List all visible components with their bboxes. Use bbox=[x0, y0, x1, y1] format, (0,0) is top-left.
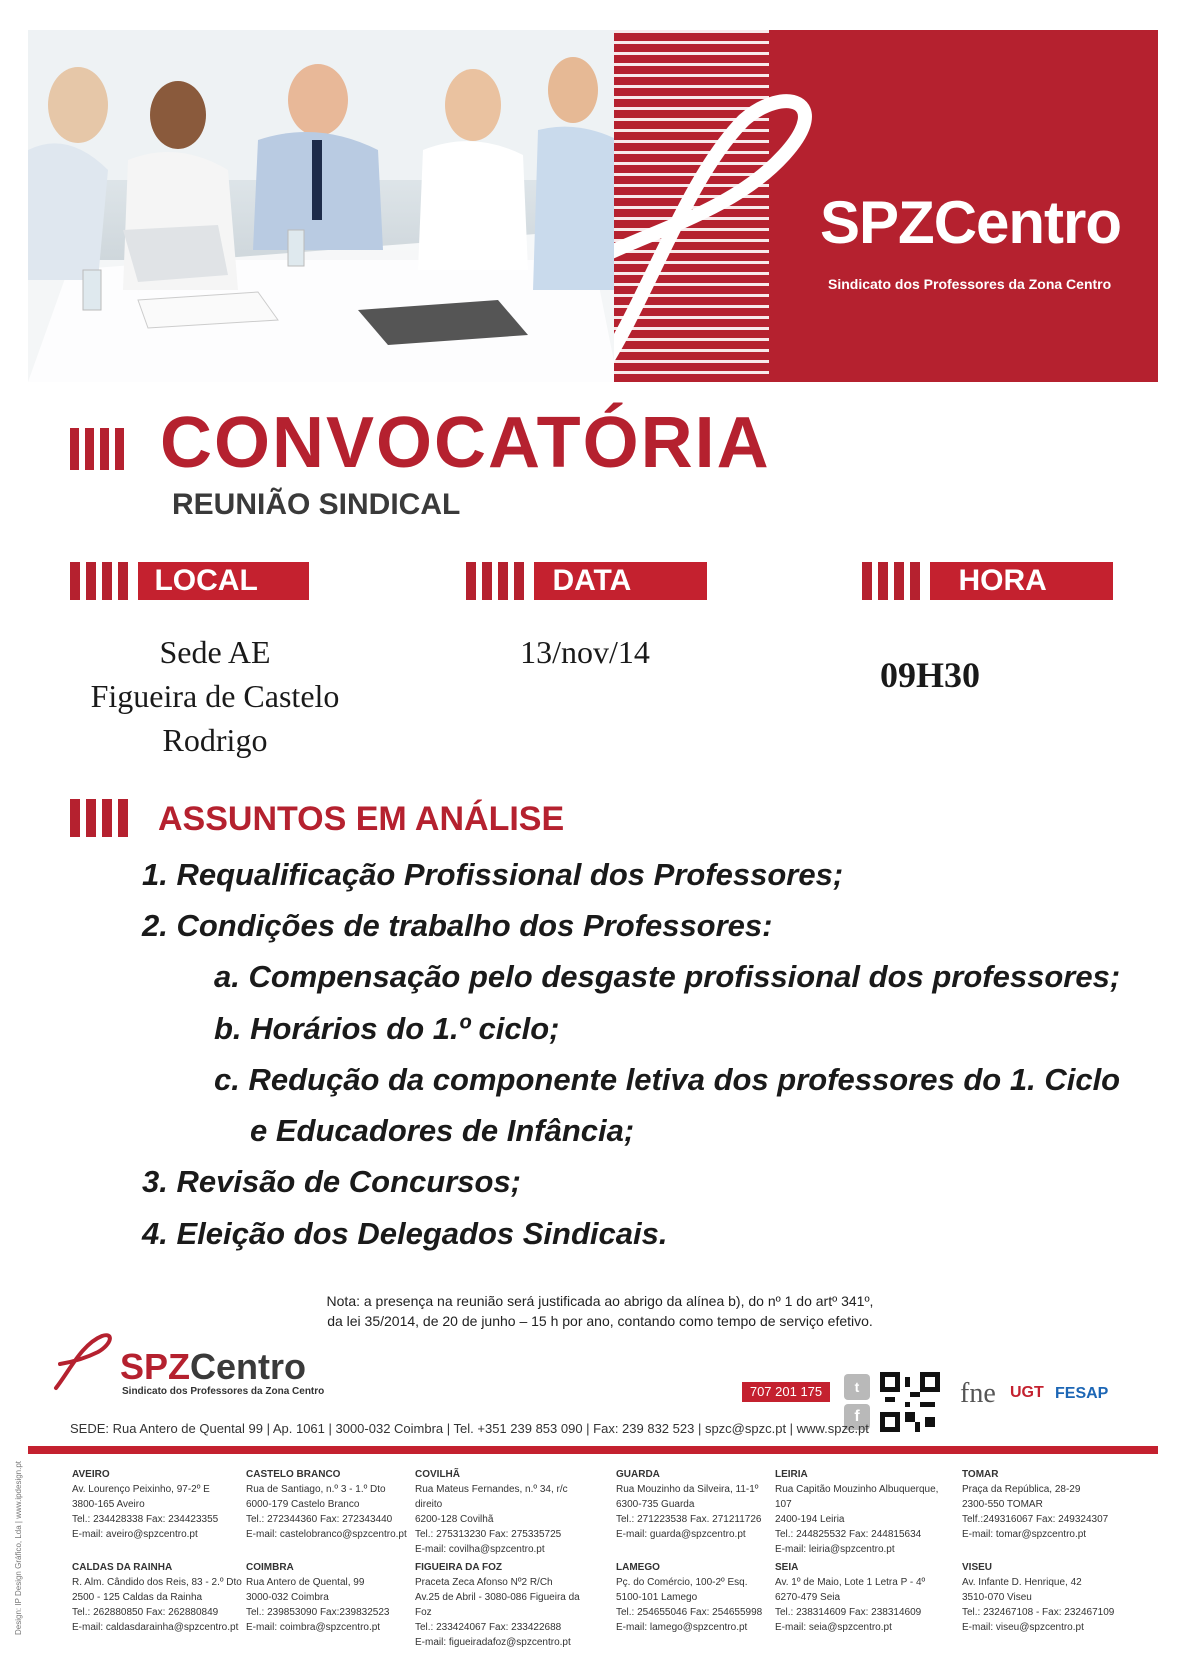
office-line: 2500 - 125 Caldas da Rainha bbox=[72, 1592, 203, 1603]
office-line: Rua Mateus Fernandes, n.º 34, r/c direito bbox=[415, 1484, 568, 1510]
office-name: CALDAS DA RAINHA bbox=[72, 1562, 173, 1573]
office-block bbox=[72, 1467, 247, 1542]
data-label-group bbox=[466, 562, 707, 605]
office-block bbox=[616, 1560, 791, 1635]
hora-label-group bbox=[862, 562, 1113, 605]
note-line: da lei 35/2014, de 20 de junho – 15 h por ano, contando como tempo de serviço efetivo. bbox=[327, 1313, 873, 1329]
office-line: 6270-479 Seia bbox=[775, 1592, 841, 1603]
office-block bbox=[962, 1560, 1137, 1635]
office-name: LAMEGO bbox=[616, 1562, 660, 1573]
footer-brand-sub: Sindicato dos Professores da Zona Centro bbox=[122, 1386, 325, 1397]
agenda-subitem: b. Horários do 1.º ciclo; bbox=[214, 1011, 560, 1046]
office-line: 3510-070 Viseu bbox=[962, 1592, 1032, 1603]
brand-title: SPZCentro bbox=[820, 189, 1122, 256]
office-line: Tel.: 271223538 Fax. 271211726 bbox=[616, 1514, 762, 1525]
office-line: Rua Mouzinho da Silveira, 11-1º bbox=[616, 1484, 759, 1495]
office-line: Tel.: 244825532 Fax: 244815634 bbox=[775, 1529, 922, 1540]
facebook-icon[interactable]: f bbox=[844, 1404, 870, 1430]
office-line[interactable]: E-mail: leiria@spzcentro.pt bbox=[775, 1544, 895, 1555]
footer-brand-a: SPZ bbox=[120, 1346, 191, 1387]
office-line: Pç. do Comércio, 100-2º Esq. bbox=[616, 1577, 748, 1588]
office-line: 6300-735 Guarda bbox=[616, 1499, 695, 1510]
local-line: Figueira de Castelo bbox=[90, 678, 340, 714]
office-block bbox=[72, 1560, 247, 1635]
office-line[interactable]: E-mail: covilha@spzcentro.pt bbox=[415, 1544, 545, 1555]
assuntos-bars bbox=[70, 799, 134, 842]
qr-code-icon bbox=[880, 1372, 940, 1432]
office-name: SEIA bbox=[775, 1562, 799, 1573]
office-line: Av. Lourenço Peixinho, 97-2º E bbox=[72, 1484, 210, 1495]
office-block bbox=[246, 1467, 421, 1542]
office-name: AVEIRO bbox=[72, 1469, 110, 1480]
agenda-item: 1. Requalificação Profissional dos Professores; bbox=[142, 857, 844, 892]
meeting-photo-illustration bbox=[28, 30, 618, 382]
office-block bbox=[415, 1467, 590, 1557]
design-credit: Design: IP Design Gráfico, Lda | www.ipdesign.pt bbox=[14, 1460, 23, 1635]
office-line[interactable]: E-mail: caldasdarainha@spzcentro.pt bbox=[72, 1622, 239, 1633]
office-line: Av. Infante D. Henrique, 42 bbox=[962, 1577, 1082, 1588]
title-bars bbox=[70, 428, 130, 475]
footer-brand bbox=[120, 1346, 306, 1388]
office-line: 6200-128 Covilhã bbox=[415, 1514, 494, 1525]
office-line: R. Alm. Cândido dos Reis, 83 - 2.º Dto bbox=[72, 1577, 242, 1588]
office-line[interactable]: E-mail: viseu@spzcentro.pt bbox=[962, 1622, 1084, 1633]
office-line: 3800-165 Aveiro bbox=[72, 1499, 145, 1510]
office-line: Tel.: 272344360 Fax: 272343440 bbox=[246, 1514, 393, 1525]
sede-address: SEDE: Rua Antero de Quental 99 | Ap. 1061 | 3000-032 Coimbra | Tel. +351 239 853 090 | Fax: 239 832 523 | spzc@spzc.pt | www.spzc.pt bbox=[70, 1421, 869, 1436]
note bbox=[200, 1293, 1000, 1329]
note-line: Nota: a presença na reunião será justificada ao abrigo da alínea b), do nº 1 do artº 341º, bbox=[326, 1293, 874, 1309]
local-label: LOCAL bbox=[138, 562, 309, 600]
office-line: Tel.: 232467108 - Fax: 232467109 bbox=[962, 1607, 1115, 1618]
data-label: DATA bbox=[534, 562, 707, 600]
page-title: CONVOCATÓRIA bbox=[160, 403, 771, 483]
office-line[interactable]: E-mail: figueiradafoz@spzcentro.pt bbox=[415, 1637, 571, 1648]
office-line: Tel.: 254655046 Fax: 254655998 bbox=[616, 1607, 763, 1618]
agenda-subitem: c. Redução da componente letiva dos professores do 1. Ciclo bbox=[214, 1062, 1121, 1097]
office-block bbox=[415, 1560, 590, 1650]
office-name: TOMAR bbox=[962, 1469, 999, 1480]
office-block bbox=[616, 1467, 791, 1542]
office-name: LEIRIA bbox=[775, 1469, 808, 1480]
agenda-subitem: a. Compensação pelo desgaste profissional dos professores; bbox=[214, 959, 1121, 994]
local-value bbox=[60, 630, 370, 762]
office-block bbox=[962, 1467, 1137, 1542]
office-line: Praceta Zeca Afonso Nº2 R/Ch bbox=[415, 1577, 553, 1588]
agenda-item: 3. Revisão de Concursos; bbox=[142, 1164, 522, 1199]
footer-divider bbox=[28, 1446, 1158, 1454]
office-line: 3000-032 Coimbra bbox=[246, 1592, 329, 1603]
office-name: CASTELO BRANCO bbox=[246, 1469, 341, 1480]
header-brand-panel bbox=[614, 30, 1158, 382]
office-line: Tel.: 238314609 Fax: 238314609 bbox=[775, 1607, 922, 1618]
date-value: 13/nov/14 bbox=[520, 634, 650, 670]
fesap-logo: FESAP bbox=[1055, 1385, 1109, 1402]
hora-label: HORA bbox=[930, 562, 1113, 600]
office-line: Av. 1º de Maio, Lote 1 Letra P - 4º bbox=[775, 1577, 926, 1588]
office-line: 6000-179 Castelo Branco bbox=[246, 1499, 360, 1510]
ugt-logo: UGT bbox=[1010, 1384, 1044, 1401]
office-name: VISEU bbox=[962, 1562, 993, 1573]
office-line: Rua de Santiago, n.º 3 - 1.º Dto bbox=[246, 1484, 386, 1495]
office-block bbox=[246, 1560, 421, 1635]
office-block bbox=[775, 1467, 950, 1557]
phone-badge: 707 201 175 bbox=[742, 1382, 830, 1402]
office-line[interactable]: E-mail: guarda@spzcentro.pt bbox=[616, 1529, 746, 1540]
twitter-icon[interactable]: t bbox=[844, 1374, 870, 1400]
office-line[interactable]: E-mail: tomar@spzcentro.pt bbox=[962, 1529, 1087, 1540]
office-line[interactable]: E-mail: seia@spzcentro.pt bbox=[775, 1622, 892, 1633]
agenda-subitem-continuation: e Educadores de Infância; bbox=[250, 1113, 635, 1148]
brand-subtitle: Sindicato dos Professores da Zona Centro bbox=[828, 276, 1112, 292]
office-line: Tel.: 239853090 Fax:239832523 bbox=[246, 1607, 390, 1618]
office-line: Tel.: 275313230 Fax: 275335725 bbox=[415, 1529, 562, 1540]
office-line: Tel.: 233424067 Fax: 233422688 bbox=[415, 1622, 562, 1633]
local-line: Sede AE bbox=[159, 634, 271, 670]
header-photo bbox=[28, 30, 618, 382]
office-line[interactable]: E-mail: coimbra@spzcentro.pt bbox=[246, 1622, 381, 1633]
office-line: Tel.: 262880850 Fax: 262880849 bbox=[72, 1607, 219, 1618]
office-line: 2400-194 Leiria bbox=[775, 1514, 845, 1525]
office-line[interactable]: E-mail: castelobranco@spzcentro.pt bbox=[246, 1529, 407, 1540]
office-line: Telf.:249316067 Fax: 249324307 bbox=[962, 1514, 1109, 1525]
office-line: Rua Antero de Quental, 99 bbox=[246, 1577, 365, 1588]
office-line[interactable]: E-mail: aveiro@spzcentro.pt bbox=[72, 1529, 198, 1540]
office-name: FIGUEIRA DA FOZ bbox=[415, 1562, 503, 1573]
office-line: Rua Capitão Mouzinho Albuquerque, 107 bbox=[775, 1484, 939, 1510]
page-subtitle: REUNIÃO SINDICAL bbox=[172, 488, 461, 521]
local-label-group bbox=[70, 562, 309, 605]
assuntos-title: ASSUNTOS EM ANÁLISE bbox=[158, 800, 565, 838]
office-line: Praça da República, 28-29 bbox=[962, 1484, 1081, 1495]
brand-swoosh-logo bbox=[614, 60, 834, 382]
office-line: Av.25 de Abril - 3080-086 Figueira da Foz bbox=[415, 1592, 580, 1618]
time-value: 09H30 bbox=[879, 655, 980, 695]
office-line[interactable]: E-mail: lamego@spzcentro.pt bbox=[616, 1622, 748, 1633]
footer-swoosh-logo bbox=[52, 1330, 116, 1392]
agenda-item: 4. Eleição dos Delegados Sindicais. bbox=[142, 1216, 668, 1251]
office-name: COVILHÃ bbox=[415, 1469, 460, 1480]
fne-logo: fne bbox=[960, 1378, 996, 1409]
agenda-item: 2. Condições de trabalho dos Professores: bbox=[142, 908, 773, 943]
office-line: 2300-550 TOMAR bbox=[962, 1499, 1043, 1510]
office-line: 5100-101 Lamego bbox=[616, 1592, 698, 1603]
office-block bbox=[775, 1560, 950, 1635]
footer-brand-b: Centro bbox=[190, 1346, 307, 1387]
local-line: Rodrigo bbox=[162, 722, 268, 758]
office-line: Tel.: 234428338 Fax: 234423355 bbox=[72, 1514, 219, 1525]
office-name: GUARDA bbox=[616, 1469, 660, 1480]
office-name: COIMBRA bbox=[246, 1562, 294, 1573]
